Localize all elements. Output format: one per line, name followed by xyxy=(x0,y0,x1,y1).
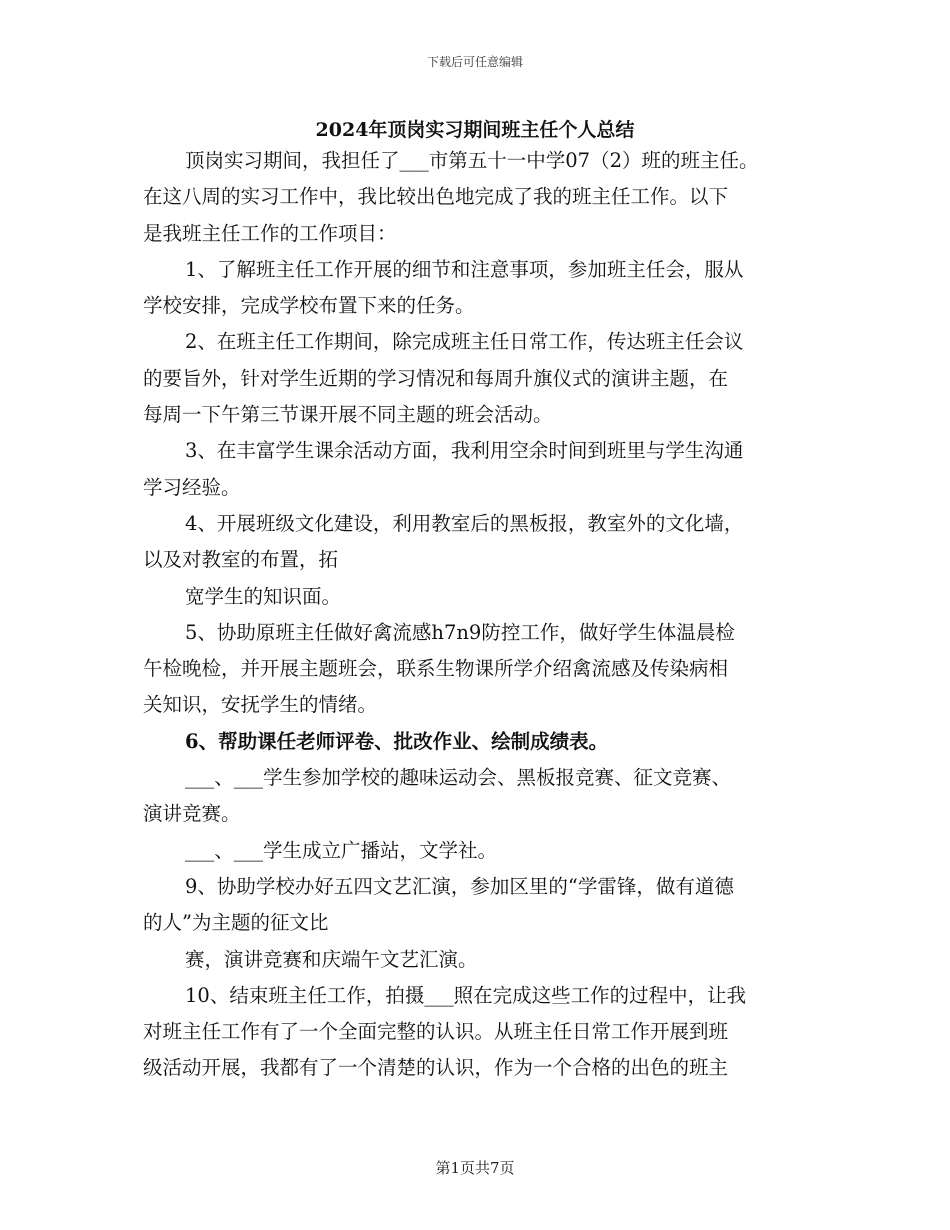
body-line: 级活动开展，我都有了一个清楚的认识，作为一个合格的出色的班主 xyxy=(143,1056,729,1080)
body-line: 在这八周的实习工作中，我比较出色地完成了我的班主任工作。以下 xyxy=(143,185,729,209)
body-line: 2、在班主任工作期间，除完成班主任日常工作，传达班主任会议 xyxy=(185,330,744,354)
body-line: 5、协助原班主任做好禽流感h7n9防控工作，做好学生体温晨检 xyxy=(185,620,735,644)
body-line: 9、协助学校办好五四文艺汇演，参加区里的“学雷锋，做有道德 xyxy=(185,874,734,898)
body-line: 赛，演讲竞赛和庆端午文艺汇演。 xyxy=(185,947,478,971)
body-line: 4、开展班级文化建设，利用教室后的黑板报，教室外的文化墙， xyxy=(185,511,744,535)
document-body xyxy=(143,143,833,1087)
body-line: 10、结束班主任工作，拍摄___照在完成这些工作的过程中，让我 xyxy=(185,983,747,1007)
body-line: 6、帮助课任老师评卷、批改作业、绘制成绩表。 xyxy=(185,729,609,753)
body-line: 是我班主任工作的工作项目： xyxy=(143,221,397,245)
body-line: 学习经验。 xyxy=(143,475,241,499)
body-line: 关知识，安抚学生的情绪。 xyxy=(143,693,378,717)
body-line: ___、___学生成立广播站，文学社。 xyxy=(185,838,498,862)
body-line: 演讲竞赛。 xyxy=(143,802,241,826)
body-line: 对班主任工作有了一个全面完整的认识。从班主任日常工作开展到班 xyxy=(143,1020,729,1044)
page-header: 下载后可任意编辑 xyxy=(426,55,523,69)
body-line: 学校安排，完成学校布置下来的任务。 xyxy=(143,294,475,318)
body-line: 每周一下午第三节课开展不同主题的班会活动。 xyxy=(143,403,553,427)
body-line: 的人”为主题的征文比 xyxy=(143,911,329,935)
body-line: 以及对教室的布置，拓 xyxy=(143,548,339,572)
body-line: 的要旨外，针对学生近期的学习情况和每周升旗仪式的演讲主题，在 xyxy=(143,366,729,390)
body-line: 顶岗实习期间，我担任了___市第五十一中学07（2）班的班主任。 xyxy=(185,149,759,172)
body-line: ___、___学生参加学校的趣味运动会、黑板报竞赛、征文竞赛、 xyxy=(185,766,732,790)
body-line: 午检晚检，并开展主题班会，联系生物课所学介绍禽流感及传染病相 xyxy=(143,657,729,681)
body-line: 1、了解班主任工作开展的细节和注意事项，参加班主任会，服从 xyxy=(185,257,744,281)
body-line: 3、在丰富学生课余活动方面，我利用空余时间到班里与学生沟通 xyxy=(185,439,744,463)
page-footer: 第1页共7页 xyxy=(435,1159,515,1177)
body-line: 宽学生的知识面。 xyxy=(185,584,342,608)
document-title: 2024年顶岗实习期间班主任个人总结 xyxy=(315,119,635,141)
